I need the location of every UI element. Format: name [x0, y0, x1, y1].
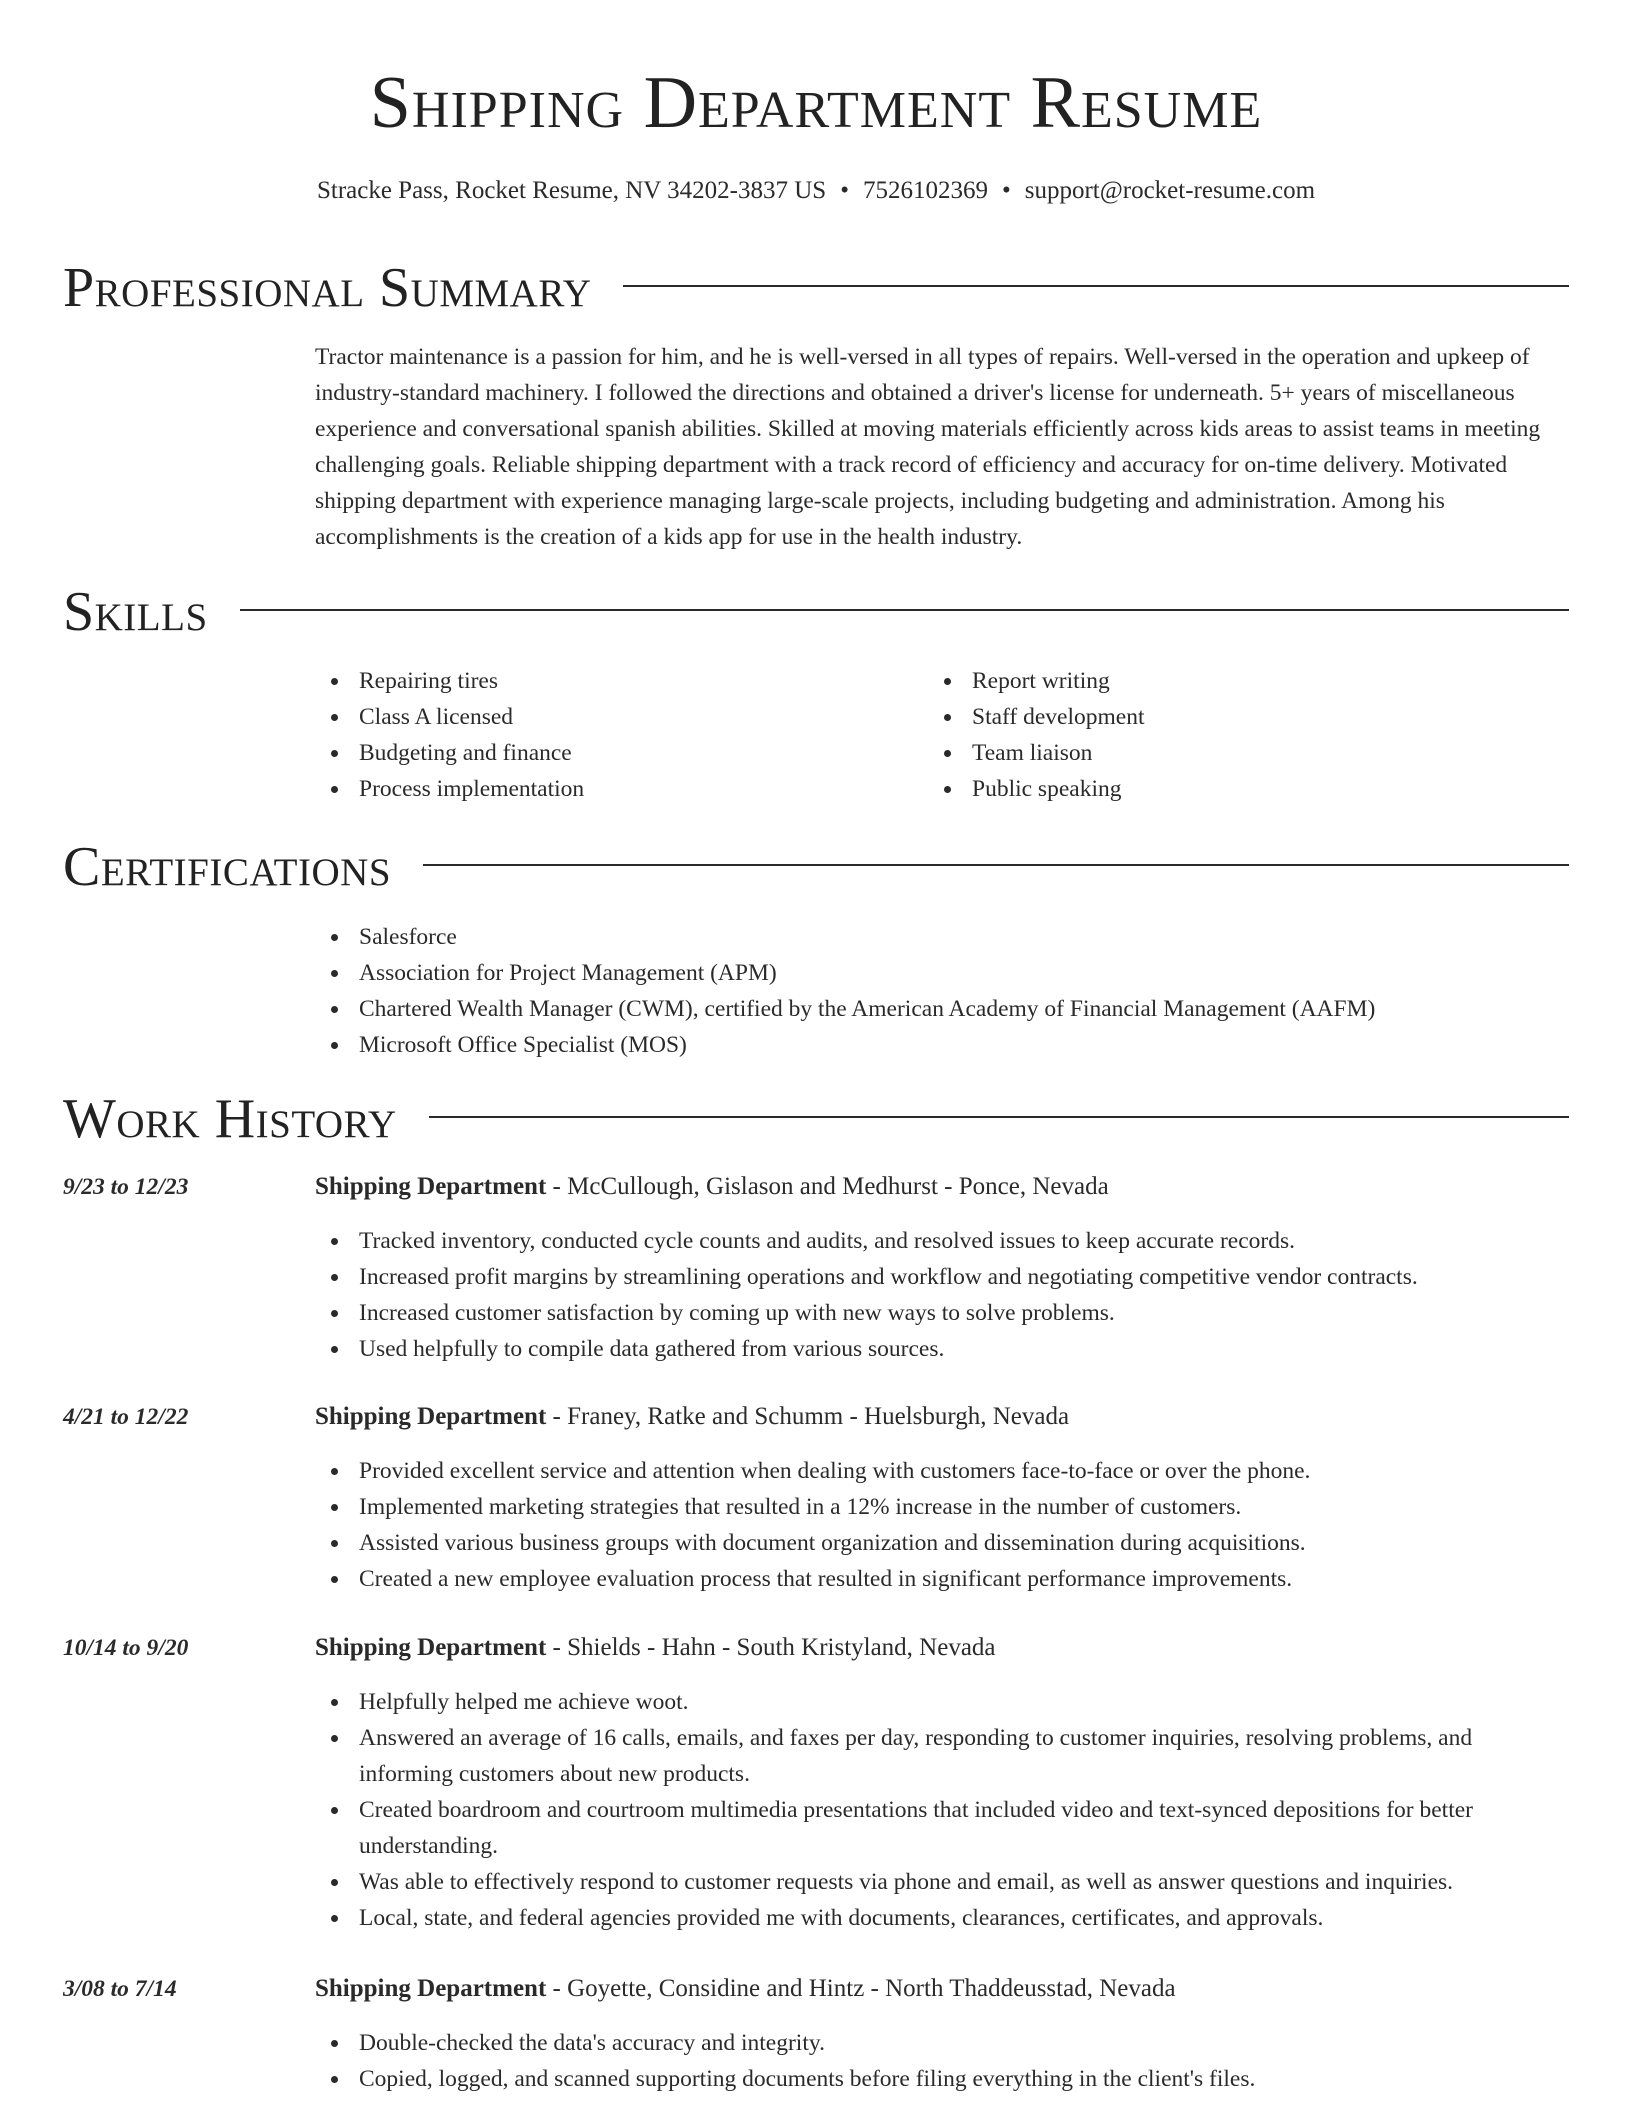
job-bullet: Created a new employee evaluation process that resulted in significant performance improvements.: [315, 1561, 1556, 1597]
job-bullet: Was able to effectively respond to customer requests via phone and email, as well as answer questions and inquiries.: [315, 1864, 1556, 1900]
contact-phone: 7526102369: [862, 177, 988, 204]
job-employer: - Franey, Ratke and Schumm - Huelsburgh, Nevada: [546, 1403, 1070, 1430]
job-title: Shipping Department: [315, 1975, 547, 2002]
skill-item: Staff development: [928, 699, 1145, 735]
section-divider: [423, 864, 1569, 866]
job-title: Shipping Department: [315, 1403, 547, 1430]
work-history-section-header: [63, 1087, 1569, 1151]
skills-list-left: [315, 663, 584, 807]
job-title: Shipping Department: [315, 1634, 547, 1661]
job-dates: 10/14 to 9/20: [63, 1635, 189, 1661]
job-bullet: Implemented marketing strategies that resulted in a 12% increase in the number of customers.: [315, 1489, 1556, 1525]
job-bullet: Increased profit margins by streamlining operations and workflow and negotiating competitive vendor contracts.: [315, 1259, 1556, 1295]
skill-item: Repairing tires: [315, 663, 584, 699]
job-title: Shipping Department: [315, 1173, 547, 1200]
job-bullets: [315, 1223, 1556, 1367]
job-bullet: Used helpfully to compile data gathered from various sources.: [315, 1331, 1556, 1367]
skill-item: Report writing: [928, 663, 1145, 699]
contact-line: [0, 174, 1632, 208]
skill-item: Team liaison: [928, 735, 1145, 771]
skill-item: Public speaking: [928, 771, 1145, 807]
job-bullet: Double-checked the data's accuracy and integrity.: [315, 2025, 1556, 2061]
certifications-list: [315, 919, 1556, 1063]
job-title-line: [315, 1630, 996, 1666]
job-bullet: Provided excellent service and attention when dealing with customers face-to-face or over the phone.: [315, 1453, 1556, 1489]
job-bullet: Copied, logged, and scanned supporting documents before filing everything in the client's files.: [315, 2061, 1556, 2097]
skills-section-header: [63, 580, 1569, 644]
job-bullets: [315, 2025, 1556, 2097]
section-divider: [240, 609, 1569, 611]
summary-text: Tractor maintenance is a passion for him, and he is well-versed in all types of repairs. Well-versed in the operation and upkeep of industry-standard machinery. I followed the directions and obtained a driver's license for underneath. 5+ years of miscellaneous experience and conversational spanish abilities. Skilled at moving materials efficiently across kids areas to assist teams in meeting challenging goals. Reliable shipping department with a track record of efficiency and accuracy for on-time delivery. Motivated shipping department with experience managing large-scale projects, including budgeting and administration. Among his accomplishments is the creation of a kids app for use in the health industry.: [315, 344, 1541, 550]
certifications-section-header: [63, 835, 1569, 899]
skills-list-right: [928, 663, 1145, 807]
certifications-heading: Certifications: [63, 836, 392, 898]
certification-item: Chartered Wealth Manager (CWM), certified by the American Academy of Financial Management (AAFM): [315, 991, 1556, 1027]
job-employer: - Shields - Hahn - South Kristyland, Nevada: [546, 1634, 996, 1661]
contact-separator: •: [840, 177, 849, 204]
contact-separator: •: [1001, 177, 1011, 204]
contact-email: support@rocket-resume.com: [1024, 177, 1316, 204]
skill-item: Process implementation: [315, 771, 584, 807]
job-title-line: [315, 1399, 1069, 1435]
job-bullet: Increased customer satisfaction by coming up with new ways to solve problems.: [315, 1295, 1556, 1331]
job-employer: - Goyette, Considine and Hintz - North Thaddeusstad, Nevada: [546, 1975, 1176, 2002]
summary-section-header: [63, 256, 1569, 320]
job-bullet: Local, state, and federal agencies provided me with documents, clearances, certificates, and approvals.: [315, 1900, 1556, 1936]
job-dates: 4/21 to 12/22: [63, 1404, 189, 1430]
section-divider: [429, 1116, 1569, 1118]
work-history-heading: Work History: [63, 1088, 397, 1150]
job-title-line: [315, 1971, 1176, 2007]
certification-item: Salesforce: [315, 919, 1556, 955]
section-divider: [623, 285, 1569, 287]
job-bullets: [315, 1684, 1556, 1936]
job-bullet: Assisted various business groups with document organization and dissemination during acquisitions.: [315, 1525, 1556, 1561]
skill-item: Class A licensed: [315, 699, 584, 735]
skills-heading: Skills: [63, 581, 208, 643]
resume-title: Shipping Department Resume: [369, 62, 1263, 144]
job-bullet: Answered an average of 16 calls, emails, and faxes per day, responding to customer inquiries, resolving problems, and informing customers about new products.: [315, 1720, 1556, 1792]
contact-address: Stracke Pass, Rocket Resume, NV 34202-3837 US: [316, 177, 827, 204]
job-title-line: [315, 1169, 1109, 1205]
job-bullets: [315, 1453, 1556, 1597]
job-bullet: Created boardroom and courtroom multimedia presentations that included video and text-synced depositions for better understanding.: [315, 1792, 1556, 1864]
certification-item: Microsoft Office Specialist (MOS): [315, 1027, 1556, 1063]
job-bullet: Helpfully helped me achieve woot.: [315, 1684, 1556, 1720]
job-employer: - McCullough, Gislason and Medhurst - Ponce, Nevada: [546, 1173, 1109, 1200]
summary-heading: Professional Summary: [63, 257, 592, 319]
skill-item: Budgeting and finance: [315, 735, 584, 771]
job-dates: 9/23 to 12/23: [63, 1174, 189, 1200]
job-dates: 3/08 to 7/14: [63, 1976, 177, 2002]
job-bullet: Tracked inventory, conducted cycle counts and audits, and resolved issues to keep accurate records.: [315, 1223, 1556, 1259]
certification-item: Association for Project Management (APM): [315, 955, 1556, 991]
